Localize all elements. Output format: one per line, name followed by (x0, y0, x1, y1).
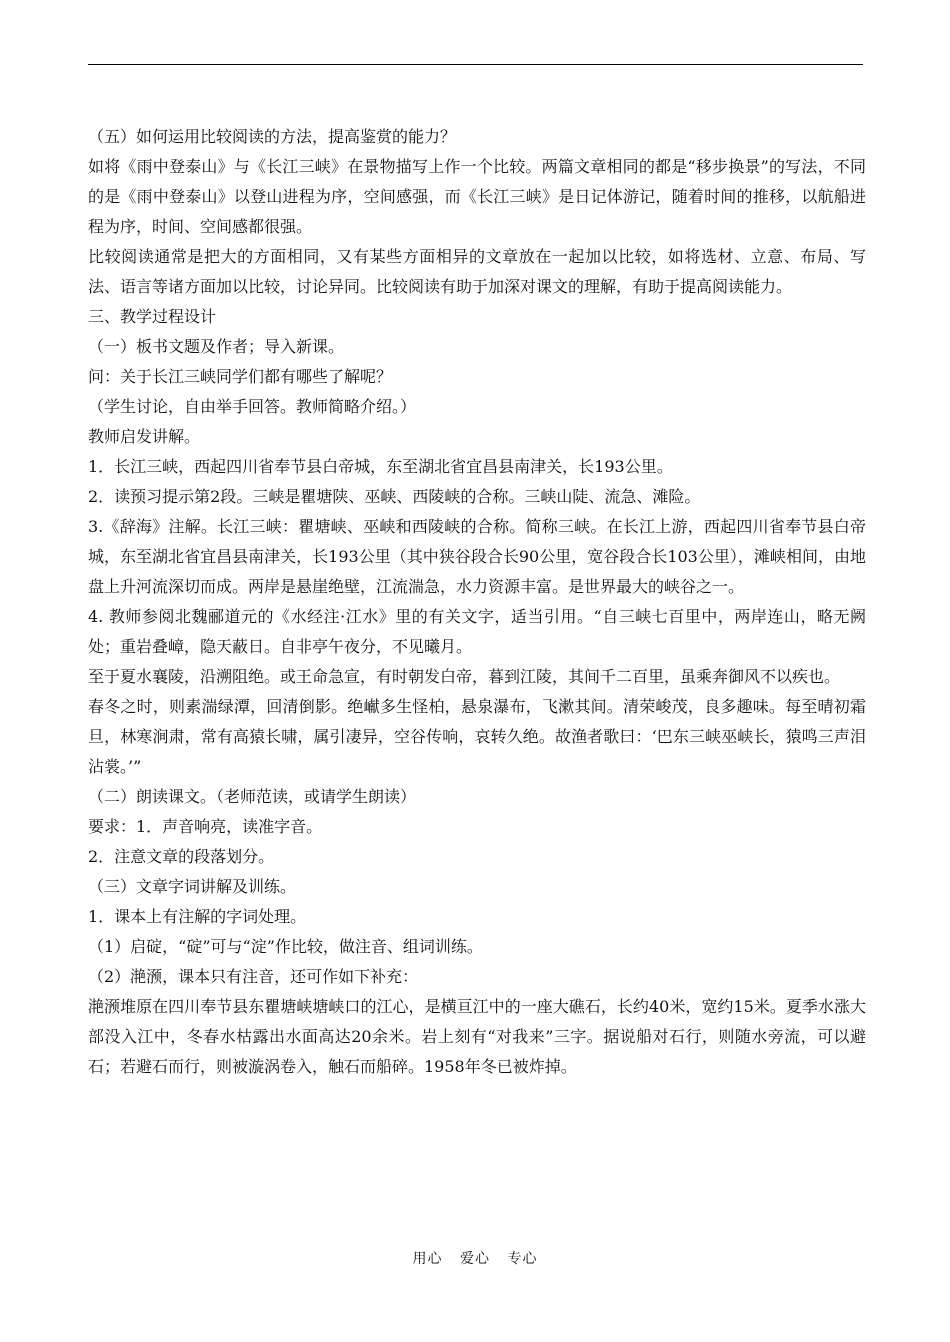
list-item: 1．课本上有注解的字词处理。 (88, 907, 307, 926)
footer-word: 专心 (507, 1251, 538, 1267)
paragraph: 比较阅读通常是把大的方面相同，又有某些方面相异的文章放在一起加以比较，如将选材、立意、布局、写法、语言等诸方面加以比较，讨论异同。比较阅读有助于加深对课文的理解，有助于提高阅读能力。 (88, 247, 866, 296)
quote-paragraph: 春冬之时，则素湍绿潭，回清倒影。绝𪩘多生怪柏，悬泉瀑布，飞漱其间。清荣峻茂，良多趣味。每至晴初霜旦，林寒涧肃，常有高猿长啸，属引凄异，空谷传响，哀转久绝。故渔者歌曰：‘巴东三峡巫峡长，猿鸣三声泪沾裳。’” (88, 697, 866, 776)
list-item: 3.《辞海》注解。长江三峡：瞿塘峡、巫峡和西陵峡的合称。简称三峡。在长江上游，西起四川省奉节县白帝城，东至湖北省宜昌县南津关，长193公里（其中狭谷段合长90公里，宽谷段合长103公里），滩峡相间，由地盘上升河流深切而成。两岸是悬崖绝壁，江流湍急，水力资源丰富。是世界最大的峡谷之一。 (88, 517, 866, 596)
list-item: 4. 教师参阅北魏郦道元的《水经注·江水》里的有关文字，适当引用。“自三峡七百里中，两岸连山，略无阙处；重岩叠嶂，隐天蔽日。自非亭午夜分，不见曦月。 (88, 607, 866, 656)
document-body (88, 122, 866, 1082)
paragraph: 问：关于长江三峡同学们都有哪些了解呢？ (88, 367, 393, 386)
paragraph: （二）朗读课文。（老师范读，或请学生朗读） (88, 787, 417, 806)
paragraph: 滟滪堆原在四川奉节县东瞿塘峡塘峡口的江心，是横亘江中的一座大礁石，长约40米，宽约15米。夏季水涨大部没入江中，冬春水枯露出水面高达20余米。岩上刻有“对我来”三字。据说船对石行，则随水旁流，可以避石；若避石而行，则被漩涡卷入，触石而船碎。1958年冬已被炸掉。 (88, 997, 866, 1076)
list-item: 1．长江三峡，西起四川省奉节县白帝城，东至湖北省宜昌县南津关，长193公里。 (88, 457, 673, 476)
list-item: 2．读预习提示第2段。三峡是瞿塘陕、巫峡、西陵峡的合称。三峡山陡、流急、滩险。 (88, 487, 701, 506)
list-item: （2）滟滪，课本只有注音，还可作如下补充： (88, 967, 419, 986)
paragraph: 教师启发讲解。 (88, 427, 201, 446)
header-rule (88, 64, 863, 65)
footer-word: 爱心 (460, 1251, 490, 1267)
paragraph: 2．注意文章的段落划分。 (88, 847, 275, 866)
footer-word: 用心 (412, 1251, 443, 1267)
page-footer (0, 1248, 950, 1268)
list-item: （1）启碇，“碇”可与“淀”作比较，做注音、组词训练。 (88, 937, 483, 956)
quote-paragraph: 至于夏水襄陵，沿溯阻绝。或王命急宣，有时朝发白帝，暮到江陵，其间千二百里，虽乘奔御风不以疾也。 (88, 667, 841, 686)
paragraph: 要求：1．声音响亮，读准字音。 (88, 817, 323, 836)
paragraph: （学生讨论，自由举手回答。教师简略介绍。） (88, 397, 417, 416)
paragraph: （三）文章字词讲解及训练。 (88, 877, 297, 896)
paragraph: 如将《雨中登泰山》与《长江三峡》在景物描写上作一个比较。两篇文章相同的都是“移步换景”的写法，不同的是《雨中登泰山》以登山进程为序，空间感强，而《长江三峡》是日记体游记，随着时间的推移，以航船进程为序，时间、空间感都很强。 (88, 157, 866, 236)
paragraph: （五）如何运用比较阅读的方法，提高鉴赏的能力？ (88, 127, 457, 146)
paragraph: （一）板书文题及作者；导入新课。 (88, 337, 345, 356)
section-heading: 三、教学过程设计 (88, 307, 217, 326)
